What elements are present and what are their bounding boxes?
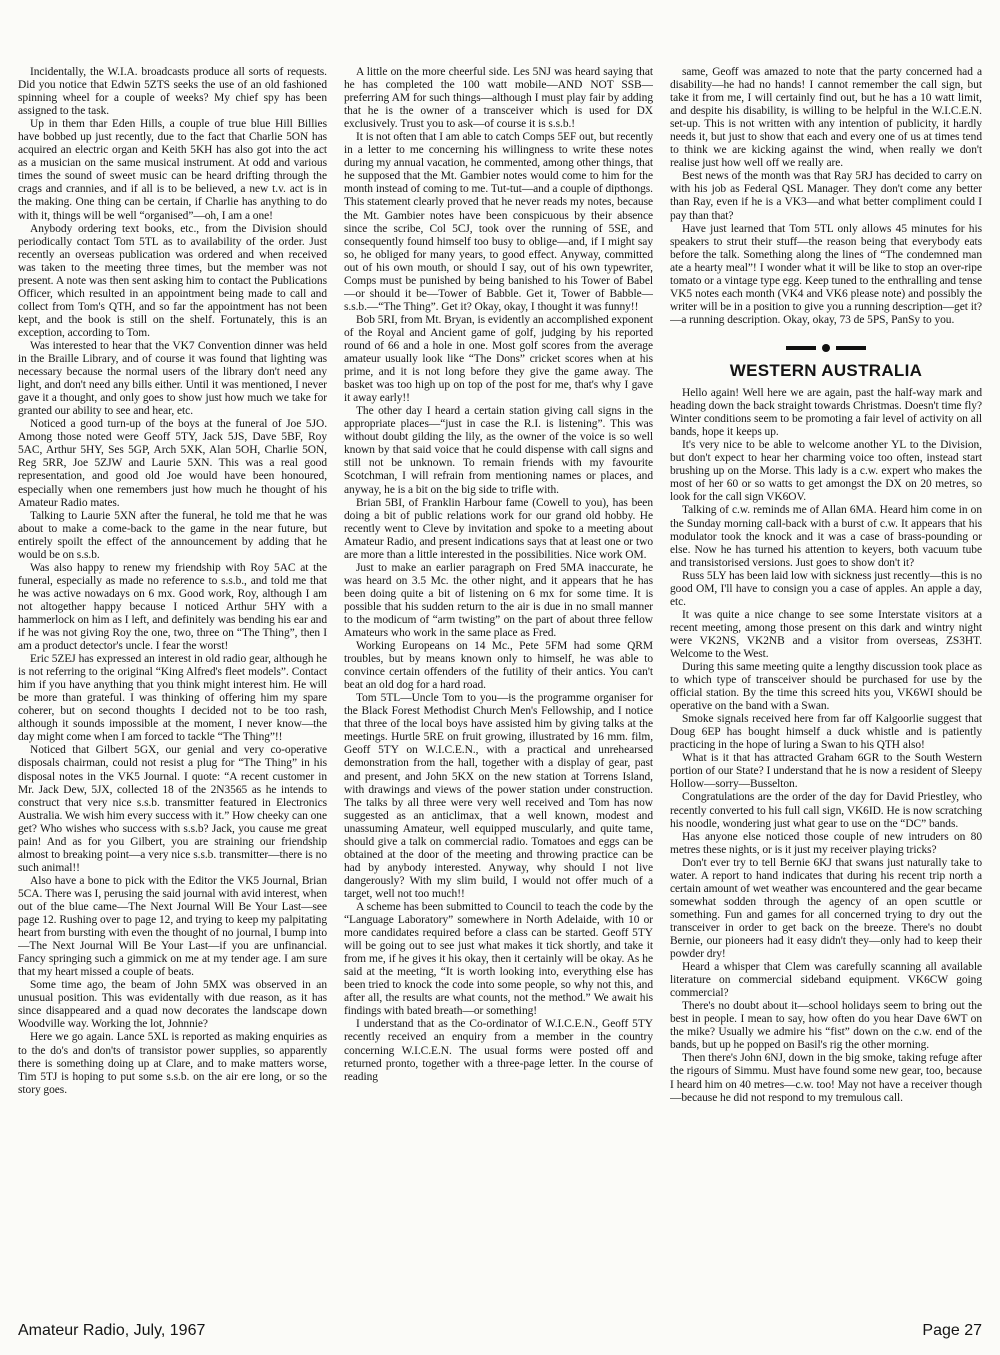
- paragraph: Heard a whisper that Clem was carefully scanning all available literature on commercial sideband equipment. VK6CW going commercial?: [670, 961, 982, 1000]
- paragraph: Noticed a good turn-up of the boys at the funeral of Joe 5JO. Among those noted were Geoff 5TY, Jack 5JS, Dave 5BF, Roy 5AC, Arthur 5HY, Ses 5GP, Arch 5XK, Alan 5OH, Charlie 5ON, Reg 5RR, Joe 5ZJW and Laurie 5XN. This was a real good representation, and good old Joe would have been honoured, especially when one remembers just how much he thought of his Amateur Radio mates.: [18, 418, 327, 509]
- paragraph: Then there's John 6NJ, down in the big smoke, taking refuge after the rigours of Simmu. Must have found some new gear, too, because I heard him on 40 metres—c.w. too! May not have a receiver though—because he did not respond to my tremulous call.: [670, 1052, 982, 1104]
- paragraph: The other day I heard a certain station giving call signs in the appropriate places—“just in case the R.I. is listening”. This was without doubt gilding the lily, as the owner of the voice is so well known by that said voice that he could dispense with call signs and still not be unknown. To remain friends with my favourite Scotchman, I will refrain from mentioning names or places, and anyway, he is a bit on the big side to trifle with.: [344, 405, 653, 496]
- paragraph: I understand that as the Co-ordinator of W.I.C.E.N., Geoff 5TY recently received an enquiry from a member in the country concerning W.I.C.E.N. The usual forms were posted off and returned pronto, together with a three-page letter. In the course of reading: [344, 1018, 653, 1083]
- page-footer: [18, 1322, 982, 1350]
- paragraph: Was interested to hear that the VK7 Convention dinner was held in the Braille Library, and of course it was found that lighting was necessary because the normal users of the library don't need any light, and don't need any bills either. Until it was mentioned, I never gave it a thought, and only goes to show just how much we take for granted our ability to see and hear, etc.: [18, 339, 327, 418]
- paragraph: Talking of c.w. reminds me of Allan 6MA. Heard him come in on the Sunday morning call-back with a burst of c.w. It appears that his modulator took the knock and it was a case of brass-pounding or else. Now he has turned his attention to keyers, both vacuum tube and transistorised versions. Just goes to show don't it?: [670, 504, 982, 569]
- paragraph: Just to make an earlier paragraph on Fred 5MA inaccurate, he was heard on 3.5 Mc. the other night, and it appears that he has been doing quite a bit of listening on 6 mx for some time. It is possible that his sudden return to the air is due in no small manner to the modicum of “arm twisting” on the part of about three fellow Amateurs who work in the same place as Fred.: [344, 561, 653, 640]
- paragraph: Anybody ordering text books, etc., from the Division should periodically contact Tom 5TL as to availability of the order. Just recently an overseas publication was ordered and when received was taken to the meeting three times, but the member was not present. A note was then sent asking him to contact the Publications Officer, which resulted in an appointment being made to call and collect from Tom's QTH, and so far the appointment has not been kept, and the book is still on the shelf. Fortunately, this is an exception, according to Tom.: [18, 222, 327, 339]
- paragraph: Up in them thar Eden Hills, a couple of true blue Hill Billies have bobbed up just recently, due to the fact that Charlie 5ON has acquired an electric organ and Keith 5KH has also got into the act as a musician on the same musical instrument. At odd and various times the sound of sweet music can be heard drifting through the crags and crannies, and if all is to be believed, a new t.v. act is in the making. One thing can be certain, if Charlie has anything to do with it, things will be well “organised”—oh, I am a one!: [18, 118, 327, 222]
- section-divider: [670, 341, 982, 354]
- section-heading: WESTERN AUSTRALIA: [729, 360, 923, 380]
- column-right: [670, 66, 982, 1316]
- publication-info: Amateur Radio, July, 1967: [18, 1322, 206, 1339]
- paragraph: Best news of the month was that Ray 5RJ has decided to carry on with his job as Federal QSL Manager. They don't come any better than Ray, even if he is a VK3—and what better compliment could I pay than that?: [670, 170, 982, 222]
- paragraph: Incidentally, the W.I.A. broadcasts produce all sorts of requests. Did you notice that Edwin 5ZTS seeks the use of an old fashioned spinning wheel for a couple of weeks? My chief spy has been assigned to the task.: [18, 66, 327, 118]
- paragraph: Congratulations are the order of the day for David Priestley, who recently converted to his full call sign, VK6ID. He is now scratching his noodle, wondering just what gear to use on the “DC” bands.: [670, 791, 982, 830]
- paragraph: Working Europeans on 14 Mc., Pete 5FM had some QRM troubles, but by means known only to himself, he was able to convince certain offenders of the futility of their antics. You can't beat an old dog for a hard road.: [344, 640, 653, 692]
- paragraph: It was quite a nice change to see some Interstate visitors at a recent meeting, among those present on this dark and wintry night were VK2NS, VK2NB and a visitor from overseas, ZS3HT. Welcome to the West.: [670, 608, 982, 660]
- paragraph: Talking to Laurie 5XN after the funeral, he told me that he was about to make a come-back to the game in the near future, but entirely spoilt the effect of the announcement by adding that he would be on s.s.b.: [18, 509, 327, 561]
- paragraph: Noticed that Gilbert 5GX, our genial and very co-operative disposals chairman, could not resist a plug for “The Thing” in his disposal notes in the VK5 Journal. I quote: “A recent customer in Mr. Jack Dew, 5JX, collected 18 of the 2N3565 as he intends to construct that very nice s.s.b. transmitter featured in Electronics Australia. We wish him every success with it.” How cheeky can one get? Who wishes who success with s.s.b? Jack, you cause me great pain! And as for you Gilbert, you are straining our friendship almost to breaking point—a very nice s.s.b. transmitter—there is no such animal!!: [18, 744, 327, 874]
- paragraph: Bob 5RI, from Mt. Bryan, is evidently an accomplished exponent of the Royal and Ancient game of golf, judging by his reported round of 66 and a hole in one. Most golf scores from the average amateur usually look like “The Dons” cricket scores when at his prime, and it is not long before they give the game away. The basket was too high up on top of the post for me, that's why I gave it away early!!: [344, 313, 653, 405]
- paragraph: Has anyone else noticed those couple of new intruders on 80 metres these nights, or is it just my receiver playing tricks?: [670, 830, 982, 856]
- paragraph: There's no doubt about it—school holidays seem to bring out the best in people. I mean to say, how often do you hear Dave 6WT on the mike? Usually we admire his “fist” down on the c.w. end of the bands, but up he popped on Basil's rig the other morning.: [670, 1000, 982, 1052]
- column-left: [18, 66, 327, 1316]
- paragraph: What is it that has attracted Graham 6GR to the South Western portion of our State? I understand that he is now a resident of Sleepy Hollow—sorry—Busselton.: [670, 752, 982, 791]
- paragraph: Was also happy to renew my friendship with Roy 5AC at the funeral, especially as made no reference to s.s.b., and told me that he was active nowadays on 6 mx. Good work, Roy, although I am not altogether happy because I noticed Arthur 5HY with a hammerlock on him as I left, and definitely was bending his ear and if he was not giving Roy the one, two, three on “The Thing”, then I am a product detector's uncle. I fear the worst!: [18, 561, 327, 653]
- paragraph: A little on the more cheerful side. Les 5NJ was heard saying that he has completed the 100 watt mobile—AND NOT SSB—preferring AM for such things—although I must play fair by adding that he is the owner of a transceiver which is used for DX exclusively. Trust you to ask—of course it is s.s.b.!: [344, 66, 653, 131]
- column-middle: [344, 66, 653, 1316]
- paragraph: A scheme has been submitted to Council to teach the code by the “Language Laboratory” somewhere in North Adelaide, with 10 or more candidates required before a class can be started. Geoff 5TY will be going out to see just what makes it tick shortly, and take it from me, if he gives it his okay, then it certainly will be okay. As he said at the meeting, “It is worth looking into, everything else has been tried to knock the code into some people, so why not this, and after all, the results are what counts, not the method.” We await his findings with bated breath—or something!: [344, 901, 653, 1018]
- paragraph: Don't ever try to tell Bernie 6KJ that swans just naturally take to water. A report to hand indicates that during his recent trip north a certain amount of wet weather was encountered and the gear became somewhat sodden through the agency of an open scuttle or something. Fun and games for all concerned trying to dry out the transceiver in order to get back on the breeze. There's no doubt Bernie, our pioneers had it easy didn't they—only had to keep their powder dry!: [670, 856, 982, 961]
- paragraph: Here we go again. Lance 5XL is reported as making enquiries as to the do's and don'ts of transistor power supplies, so apparently there is something doing up at Clare, and to make matters worse, Tim 5TJ is hoping to put some s.s.b. on the air ere long, or so the story goes.: [18, 1031, 327, 1096]
- paragraph: Russ 5LY has been laid low with sickness just recently—this is no good OM, I'll have to consign you a case of apples. An apple a day, etc.: [670, 569, 982, 608]
- paragraph: Brian 5BI, of Franklin Harbour fame (Cowell to you), has been doing a bit of public relations work for our grand old hobby. He recently went to Cleve by invitation and spoke to a meeting about Amateur Radio, and present indications says that at least one or two are more than a little interested in the possibilities. Nice work OM.: [344, 496, 653, 561]
- paragraph: Tom 5TL—Uncle Tom to you—is the programme organiser for the Black Forest Methodist Church Men's Fellowship, and I notice that three of the local boys have assisted him by giving talks at the meetings. Hurtle 5RE on fruit growing, illustrated by 16 mm. film, Geoff 5TY on W.I.C.E.N., with a practical and unrehearsed demonstration from the hall, together with a display of gear, past and present, and John 5KX on the new station at Torrens Island, with drawings and views of the power station under construction. The talks by all three were very well received and Tom has now suggested as an anticlimax, that a well known, modest and unassuming Amateur, well equipped muscularly, and quite tame, should give a talk on commercial radio. Tomatoes and eggs can be obtained at the door of the meeting and throwing practice can be had by anybody interested. Anyway, why should I not live dangerously? With my slim build, I would not offer much of a target, well not too much!!: [344, 692, 653, 900]
- paragraph: It is not often that I am able to catch Comps 5EF out, but recently in a letter to me concerning his willingness to write these notes during my annual vacation, he commented, among other things, that he supposed that the Mt. Gambier notes would come to him for the month instead of coming to me. Tut-tut—and a couple of dipthongs. This statement clearly proved that he never reads my notes, because the Mt. Gambier notes have been conspicuous by their absence since the scribe, Col 5CJ, took over the running of 5SE, and consequently found himself too busy to oblige—and, if I might say so, he obliged for many years, to good effect. Anyway, committed out of his own mouth, or should I say, out of his own typewriter, Comps must be punished by being banished to his Tower of Babel—or should it be—Tower of Babble. Get it, Tower of Babble—s.s.b.—“The Thing”. Get it? Okay, okay, I thought it was funny!!: [344, 131, 653, 313]
- paragraph: Eric 5ZEJ has expressed an interest in old radio gear, although he is not referring to the original “King Alfred's fleet models”. Contact him if you have anything that you think might interest him. He will be more than grateful. I was thinking of offering him my spare coherer, but on second thoughts I decided not to be too rash, although it sounds impossible at the moment, I never know—the day might come when I am forced to tackle “The Thing”!!: [18, 653, 327, 744]
- page-number: Page 27: [922, 1322, 982, 1339]
- paragraph: During this same meeting quite a lengthy discussion took place as to which type of transceiver should be purchased for use by the official station. By the time this screed hits you, VK6WI should be operative on the band with a Swan.: [670, 661, 982, 713]
- paragraph: Hello again! Well here we are again, past the half-way mark and heading down the back straight towards Christmas. Doesn't time fly? Winter conditions seem to be promoting a fair level of activity on all bands, hope it keeps up.: [670, 387, 982, 439]
- paragraph: Have just learned that Tom 5TL only allows 45 minutes for his speakers to strut their stuff—the reason being that everybody eats before the talk. Something along the lines of “The condemned man ate a hearty meal”! I wonder what it will be like to stop an over-ripe tomato or a vintage type egg. Keep tuned to the enthralling and tense VK5 notes each month (VK4 and VK6 please note) and possibly the writer will be in a position to give you a running description—get it?—a running description. Okay, okay, 73 de 5PS, PanSy to you.: [670, 222, 982, 326]
- paragraph: It's very nice to be able to welcome another YL to the Division, but don't expect to hear her charming voice too often, instead start brushing up on the Morse. This lady is a c.w. expert who makes the most of her 60 or so watts to get amongst the DX on 20 metres, so look for the call sign VK6OV.: [670, 439, 982, 504]
- paragraph: same, Geoff was amazed to note that the party concerned had a disability—he had no hands! I cannot remember the call sign, but take it from me, I will certainly find out, but he has a 10 watt limit, and despite his disability, is willing to be helpful in the W.I.C.E.N. set-up. This is not written with any intention of publicity, it hardly needs it, but just to show that each and every one of us at times tend to think we are kicking against the wind, when really we don't realise just how well off we really are.: [670, 66, 982, 170]
- paragraph: Also have a bone to pick with the Editor the VK5 Journal, Brian 5CA. There was I, perusing the said journal with avid interest, when out of the blue came—The Next Journal Will Be Your Last—see page 12. Rushing over to page 12, and trying to keep my palpitating heart from bursting with even the thought of no journal, I bump into—The Next Journal Will Be Your Last—if you are unfinancial. Fancy springing such a gimmick on me at my tender age. I am sure that my heart missed a couple of beats.: [18, 874, 327, 979]
- paragraph: Some time ago, the beam of John 5MX was observed in an unusual position. This was evidentally with due reason, as it has since disappeared and a quad now decorates the landscape down Woodville way. Working the lot, Johnnie?: [18, 979, 327, 1031]
- paragraph: Smoke signals received here from far off Kalgoorlie suggest that Doug 6EP has bought himself a duck whistle and is patiently practicing in the hope of luring a Swan to his QTH also!: [670, 713, 982, 752]
